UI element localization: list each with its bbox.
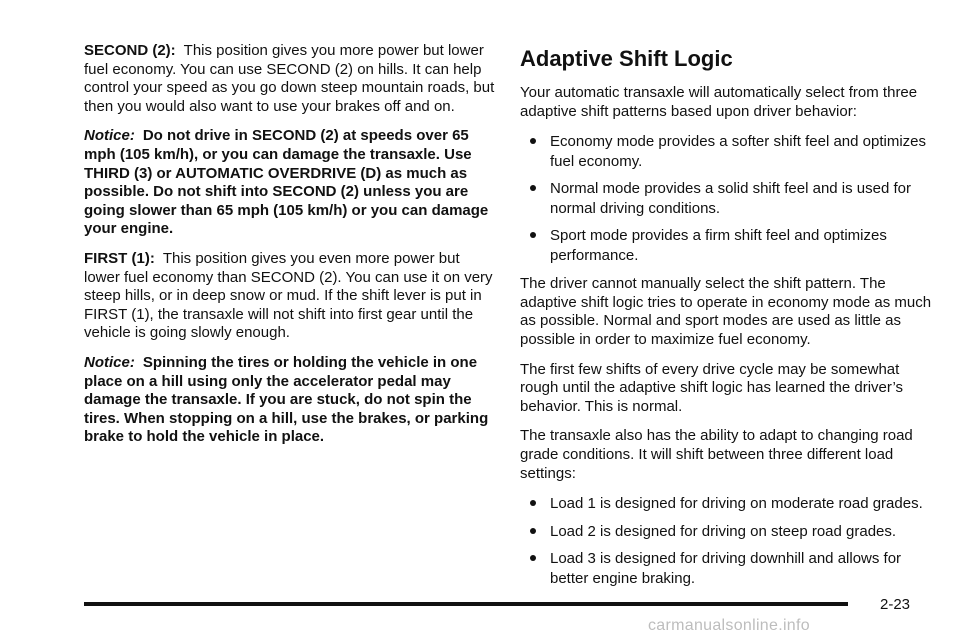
- notice-label: Notice:: [84, 353, 135, 371]
- notice-second-text: Do not drive in SECOND (2) at speeds over 65 mph (105 km/h), or you can damage the transaxle. Use THIRD (3) or AUTOMATIC OVERDRIVE (D) as much as possible. Do not shift into SECOND (2) unless you are going slower than 65 mph (105 km/h) or you can damage your engine.: [84, 127, 489, 238]
- intro-paragraph: Your automatic transaxle will automatically select from three adaptive shift patterns based upon driver behavior:: [520, 84, 918, 120]
- list-item: Normal mode provides a solid shift feel and is used for normal driving conditions.: [550, 179, 932, 218]
- right-column: [520, 42, 932, 598]
- notice-first-paragraph: [84, 354, 496, 447]
- list-item: Load 2 is designed for driving on steep road grades.: [550, 522, 932, 542]
- first-gear-label: FIRST (1):: [84, 249, 155, 267]
- section-heading: Adaptive Shift Logic: [520, 46, 733, 71]
- list-item: Economy mode provides a softer shift feel and optimizes fuel economy.: [550, 132, 932, 171]
- notice-second-paragraph: [84, 127, 496, 239]
- list-item: Load 1 is designed for driving on moderate road grades.: [550, 494, 932, 514]
- road-grade-paragraph: The transaxle also has the ability to adapt to changing road grade conditions. It will shift between three different load settings:: [520, 427, 913, 482]
- notice-first-text: Spinning the tires or holding the vehicle in one place on a hill using only the accelerator pedal may damage the transaxle. If you are stuck, do not spin the tires. When stopping on a hill, use the brakes, or parking brake to hold the vehicle in place.: [84, 353, 489, 446]
- left-column: [84, 42, 496, 458]
- rough-shift-paragraph: The first few shifts of every drive cycle may be somewhat rough until the adaptive shift logic has learned the driver’s behavior. This is normal.: [520, 360, 904, 415]
- list-item: Load 3 is designed for driving downhill and allows for better engine braking.: [550, 549, 932, 588]
- list-item: Sport mode provides a firm shift feel and optimizes performance.: [550, 226, 932, 265]
- load-settings-list: [520, 494, 932, 588]
- first-gear-text: This position gives you even more power but lower fuel economy than SECOND (2). You can use it on very steep hills, or in deep snow or mud. If the shift lever is put in FIRST (1), the transaxle will not shift into first gear until the vehicle is going slowly enough.: [84, 249, 493, 342]
- shift-modes-list: [520, 132, 932, 265]
- watermark: carmanualsonline.info: [648, 617, 810, 634]
- first-gear-paragraph: [84, 250, 496, 343]
- footer-rule: [84, 602, 848, 606]
- second-gear-text: This position gives you more power but lower fuel economy. You can use SECOND (2) on hills. It can help control your speed as you go down steep mountain roads, but then you would also want to use your brakes off and on.: [84, 42, 495, 115]
- manual-select-paragraph: The driver cannot manually select the shift pattern. The adaptive shift logic tries to operate in economy mode as much as possible. Normal and sport modes are used as little as possible in order to maximize fuel economy.: [520, 275, 932, 348]
- second-gear-label: SECOND (2):: [84, 42, 176, 59]
- notice-label: Notice:: [84, 127, 135, 145]
- second-gear-paragraph: [84, 42, 496, 116]
- page-number: 2-23: [880, 596, 911, 613]
